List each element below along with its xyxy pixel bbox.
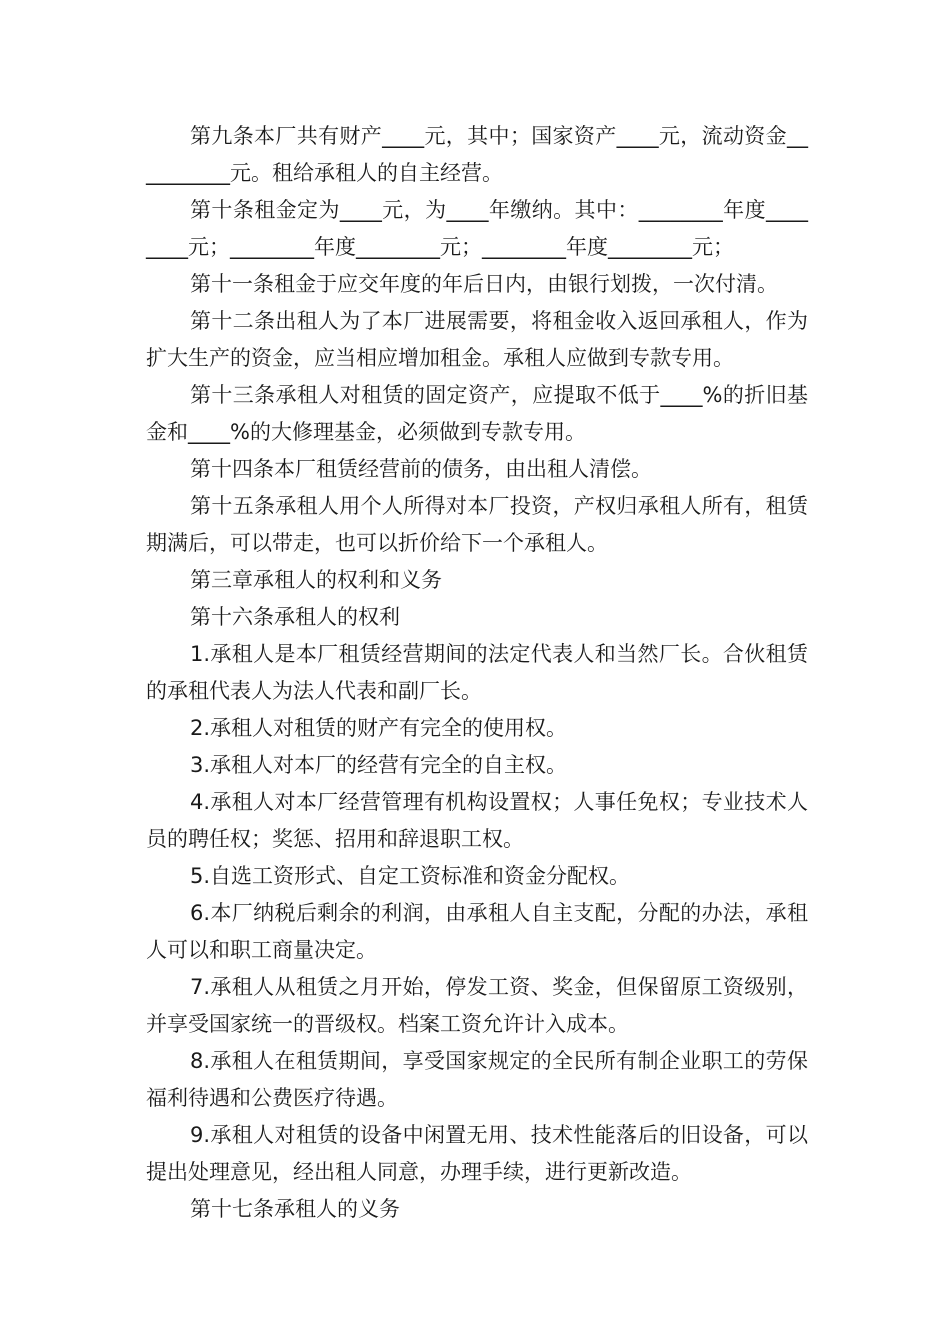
paragraph-article-9: 第九条本厂共有财产____元，其中；国家资产____元，流动资金__________元。租给承租人的自主经营。 bbox=[146, 124, 808, 185]
document-body bbox=[146, 118, 808, 1228]
list-item-right-3: 3.承租人对本厂的经营有完全的自主权。 bbox=[190, 753, 568, 777]
list-item-right-5: 5.自选工资形式、自定工资标准和资金分配权。 bbox=[190, 864, 631, 888]
paragraph-article-10: 第十条租金定为____元，为____年缴纳。其中：________年度________元；________年度________元；________年度________元； bbox=[146, 198, 808, 259]
paragraph-article-11: 第十一条租金于应交年度的年后日内，由银行划拨，一次付清。 bbox=[190, 272, 778, 296]
paragraph-article-17: 第十七条承租人的义务 bbox=[190, 1197, 400, 1221]
paragraph-article-13: 第十三条承租人对租赁的固定资产，应提取不低于____%的折旧基金和____%的大修理基金，必须做到专款专用。 bbox=[146, 383, 808, 444]
list-item-right-1: 1.承租人是本厂租赁经营期间的法定代表人和当然厂长。合伙租赁的承租代表人为法人代表和副厂长。 bbox=[146, 642, 808, 703]
list-item-right-4: 4.承租人对本厂经营管理有机构设置权；人事任免权；专业技术人员的聘任权；奖惩、招用和辞退职工权。 bbox=[146, 790, 808, 851]
list-item-right-2: 2.承租人对租赁的财产有完全的使用权。 bbox=[190, 716, 568, 740]
paragraph-article-12: 第十二条出租人为了本厂进展需要，将租金收入返回承租人，作为扩大生产的资金，应当相应增加租金。承租人应做到专款专用。 bbox=[146, 309, 808, 370]
paragraph-article-14: 第十四条本厂租赁经营前的债务，由出租人清偿。 bbox=[190, 457, 652, 481]
list-item-right-8: 8.承租人在租赁期间，享受国家规定的全民所有制企业职工的劳保福利待遇和公费医疗待遇。 bbox=[146, 1049, 808, 1110]
paragraph-article-16: 第十六条承租人的权利 bbox=[190, 605, 400, 629]
list-item-right-7: 7.承租人从租赁之月开始，停发工资、奖金，但保留原工资级别，并享受国家统一的晋级权。档案工资允许计入成本。 bbox=[146, 975, 808, 1036]
paragraph-article-15: 第十五条承租人用个人所得对本厂投资，产权归承租人所有，租赁期满后，可以带走，也可以折价给下一个承租人。 bbox=[146, 494, 808, 555]
list-item-right-6: 6.本厂纳税后剩余的利润，由承租人自主支配，分配的办法，承租人可以和职工商量决定。 bbox=[146, 901, 808, 962]
list-item-right-9: 9.承租人对租赁的设备中闲置无用、技术性能落后的旧设备，可以提出处理意见，经出租人同意，办理手续，进行更新改造。 bbox=[146, 1123, 808, 1184]
chapter-3-heading: 第三章承租人的权利和义务 bbox=[190, 568, 442, 592]
